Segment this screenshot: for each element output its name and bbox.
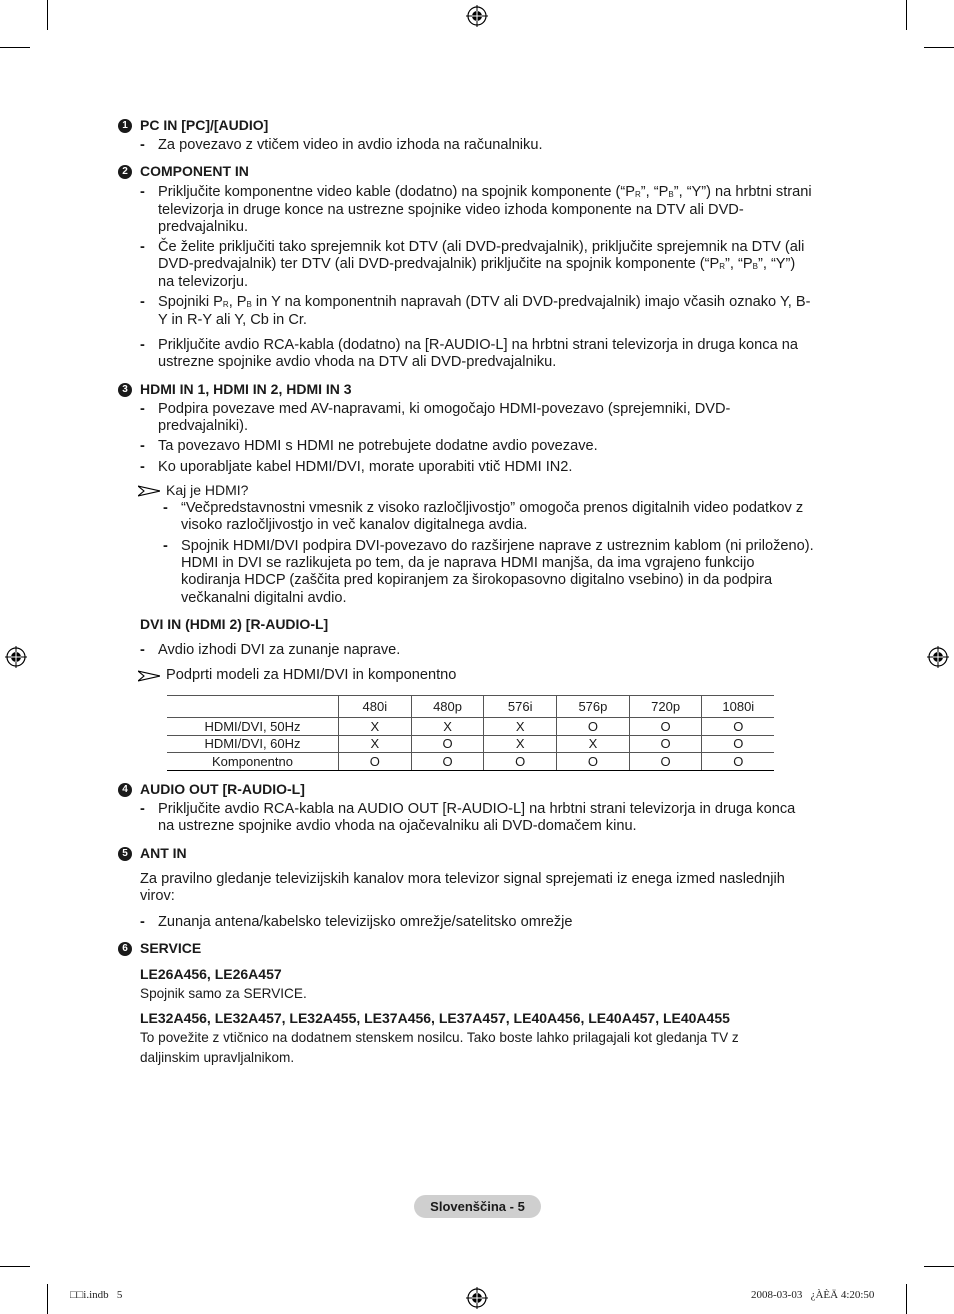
model-list: LE32A456, LE32A457, LE32A455, LE37A456, LE37A457, LE40A456, LE40A457, LE40A455 — [140, 1010, 730, 1026]
table-cell: O — [339, 753, 412, 771]
section-heading-service — [118, 940, 201, 957]
list-item: - “Večpredstavnostni vmesnik z visoko razločljivostjo” omogoča prenos digitalnih video podatkov z visoko razločljivostjo in več kanalov digitalnega avdia. — [163, 500, 804, 534]
list-item: - Zunanja antena/kabelsko televizijsko omrežje/satelitsko omrežje — [140, 914, 573, 930]
crop-mark — [47, 1284, 48, 1314]
table-row-label: HDMI/DVI, 60Hz — [167, 735, 339, 753]
table-cell: O — [484, 753, 557, 771]
crop-mark — [906, 0, 907, 30]
note: Podprti modeli za HDMI/DVI in komponentno — [138, 667, 456, 684]
crop-mark — [0, 1266, 30, 1267]
registration-mark-icon — [927, 646, 949, 668]
list-item: - Če želite priključiti tako sprejemnik kot DTV (ali DVD-predvajalnik), priključite sprejemnik na DTV (ali DVD-predvajalnik) ter DTV (ali DVD-predvajalnik) priključite na spojnik komponente (“$P_R$”, “$P_B$”, “Y”) na televizorju. — [140, 239, 805, 291]
table-cell: X — [557, 735, 630, 753]
section-number-badge: 5 — [118, 847, 132, 861]
table-cell: O — [557, 753, 630, 771]
table-cell: X — [484, 735, 557, 753]
section-title: SERVICE — [140, 940, 202, 956]
table-cell: O — [702, 718, 774, 736]
section-heading-pc-in — [118, 117, 268, 134]
list-item: - Spojnik HDMI/DVI podpira DVI-povezavo do razširjene naprave z ustreznim kablom (ni priloženo). HDMI in DVI se razlikujeta po tem, da je naprava HDMI manjša, da ima vgrajeno funkcijo kodiranja HDCP (zaščita pred kopiranjem za širokopasovno digitalno vsebino) in da podpira večkanalni digitalni avdio. — [163, 538, 814, 606]
print-slug-right: 2008-03-03 ¿ÀÈÄ 4:20:50 — [751, 1289, 875, 1301]
list-item: - Priključite avdio RCA-kabla na AUDIO OUT [R-AUDIO-L] na hrbtni strani televizorja in druga konca na ustrezne spojnike avdio vhoda na ojačevalniku ali DVD-domačem kinu. — [140, 801, 796, 835]
table-row-label: HDMI/DVI, 50Hz — [167, 718, 339, 736]
section-title: AUDIO OUT [R-AUDIO-L] — [140, 781, 305, 797]
section-number-badge: 4 — [118, 783, 132, 797]
table-cell: X — [411, 718, 484, 736]
list-item: - Za povezavo z vtičem video in avdio izhoda na računalniku. — [140, 137, 543, 153]
section-title: PC IN [PC]/[AUDIO] — [140, 117, 269, 133]
registration-mark-icon — [466, 5, 488, 27]
model-list: LE26A456, LE26A457 — [140, 966, 282, 982]
table-cell: O — [557, 718, 630, 736]
paragraph: Spojnik samo za SERVICE. — [140, 986, 307, 1001]
registration-mark-icon — [5, 646, 27, 668]
table-cell: O — [629, 735, 702, 753]
crop-mark — [924, 47, 954, 48]
print-slug-left: □□i.indb 5 — [70, 1289, 123, 1301]
table-cell: X — [339, 718, 412, 736]
table-header-cell: 1080i — [702, 696, 774, 718]
table-cell: O — [411, 735, 484, 753]
list-item: - Ta povezavo HDMI s HDMI ne potrebujete dodatne avdio povezave. — [140, 438, 598, 454]
list-item: - Podpira povezave med AV-napravami, ki omogočajo HDMI-povezavo (sprejemniki, DVD-predvajalniki). — [140, 401, 731, 435]
crop-mark — [924, 1266, 954, 1267]
section-heading-hdmi-in — [118, 381, 352, 398]
crop-mark — [0, 47, 30, 48]
table-cell: O — [411, 753, 484, 771]
section-heading-ant-in — [118, 845, 187, 862]
table-row — [167, 735, 774, 753]
note: Kaj je HDMI? — [138, 482, 248, 499]
paragraph: To povežite z vtičnico na dodatnem stenskem nosilcu. Tako boste lahko prilagajali kot gledanja TV z daljinskim upravljalnikom. — [140, 1030, 739, 1065]
table-row-label: Komponentno — [167, 753, 339, 771]
section-heading-audio-out — [118, 781, 305, 798]
table-cell: X — [484, 718, 557, 736]
page-number-badge: Slovenščina - 5 — [414, 1195, 541, 1218]
crop-mark — [47, 0, 48, 30]
section-heading-component-in — [118, 163, 249, 180]
note-arrow-icon — [138, 670, 160, 682]
table-header-cell: 720p — [629, 696, 702, 718]
subheading-dvi-in: DVI IN (HDMI 2) [R-AUDIO-L] — [140, 616, 329, 632]
table-header-row — [167, 696, 774, 718]
table-header-cell: 576p — [557, 696, 630, 718]
section-title: COMPONENT IN — [140, 163, 249, 179]
section-title: ANT IN — [140, 845, 187, 861]
section-number-badge: 2 — [118, 165, 132, 179]
section-number-badge: 3 — [118, 383, 132, 397]
section-title: HDMI IN 1, HDMI IN 2, HDMI IN 3 — [140, 381, 352, 397]
paragraph: Za pravilno gledanje televizijskih kanalov mora televizor signal sprejemati iz enega izmed naslednjih virov: — [140, 871, 785, 905]
section-number-badge: 6 — [118, 942, 132, 956]
list-item: - Avdio izhodi DVI za zunanje naprave. — [140, 642, 401, 658]
table-cell: O — [702, 735, 774, 753]
table-row — [167, 753, 774, 771]
table-cell: X — [339, 735, 412, 753]
list-item: - Ko uporabljate kabel HDMI/DVI, morate uporabiti vtič HDMI IN2. — [140, 459, 573, 475]
section-number-badge: 1 — [118, 119, 132, 133]
support-table — [167, 695, 774, 771]
list-item: - Spojniki $P_R$, $P_B$ in Y na komponentnih napravah (DTV ali DVD-predvajalnik) imajo včasih oznako Y, B-Y in R-Y ali Y, Cb in Cr. — [140, 294, 811, 329]
crop-mark — [906, 1284, 907, 1314]
note-arrow-icon — [138, 485, 160, 497]
list-item: - Priključite avdio RCA-kabla (dodatno) na [R-AUDIO-L] na hrbtni strani televizorja in druga konca na ustrezne spojnike avdio vhoda na DTV ali DVD-predvajalniku. — [140, 337, 798, 371]
table-cell: O — [629, 718, 702, 736]
table-row — [167, 718, 774, 736]
table-cell: O — [629, 753, 702, 771]
list-item: - Priključite komponentne video kable (dodatno) na spojnik komponente (“$P_R$”, “$P_B$”, “Y”) na hrbtni strani televizorja in druge konce na ustrezne spojnike video izhoda komponente na DTV ali DVD-predvajalniku. — [140, 184, 812, 236]
registration-mark-icon — [466, 1287, 488, 1309]
table-cell: O — [702, 753, 774, 771]
table-header-cell: 480i — [339, 696, 412, 718]
table-header-cell: 576i — [484, 696, 557, 718]
table-header-cell: 480p — [411, 696, 484, 718]
